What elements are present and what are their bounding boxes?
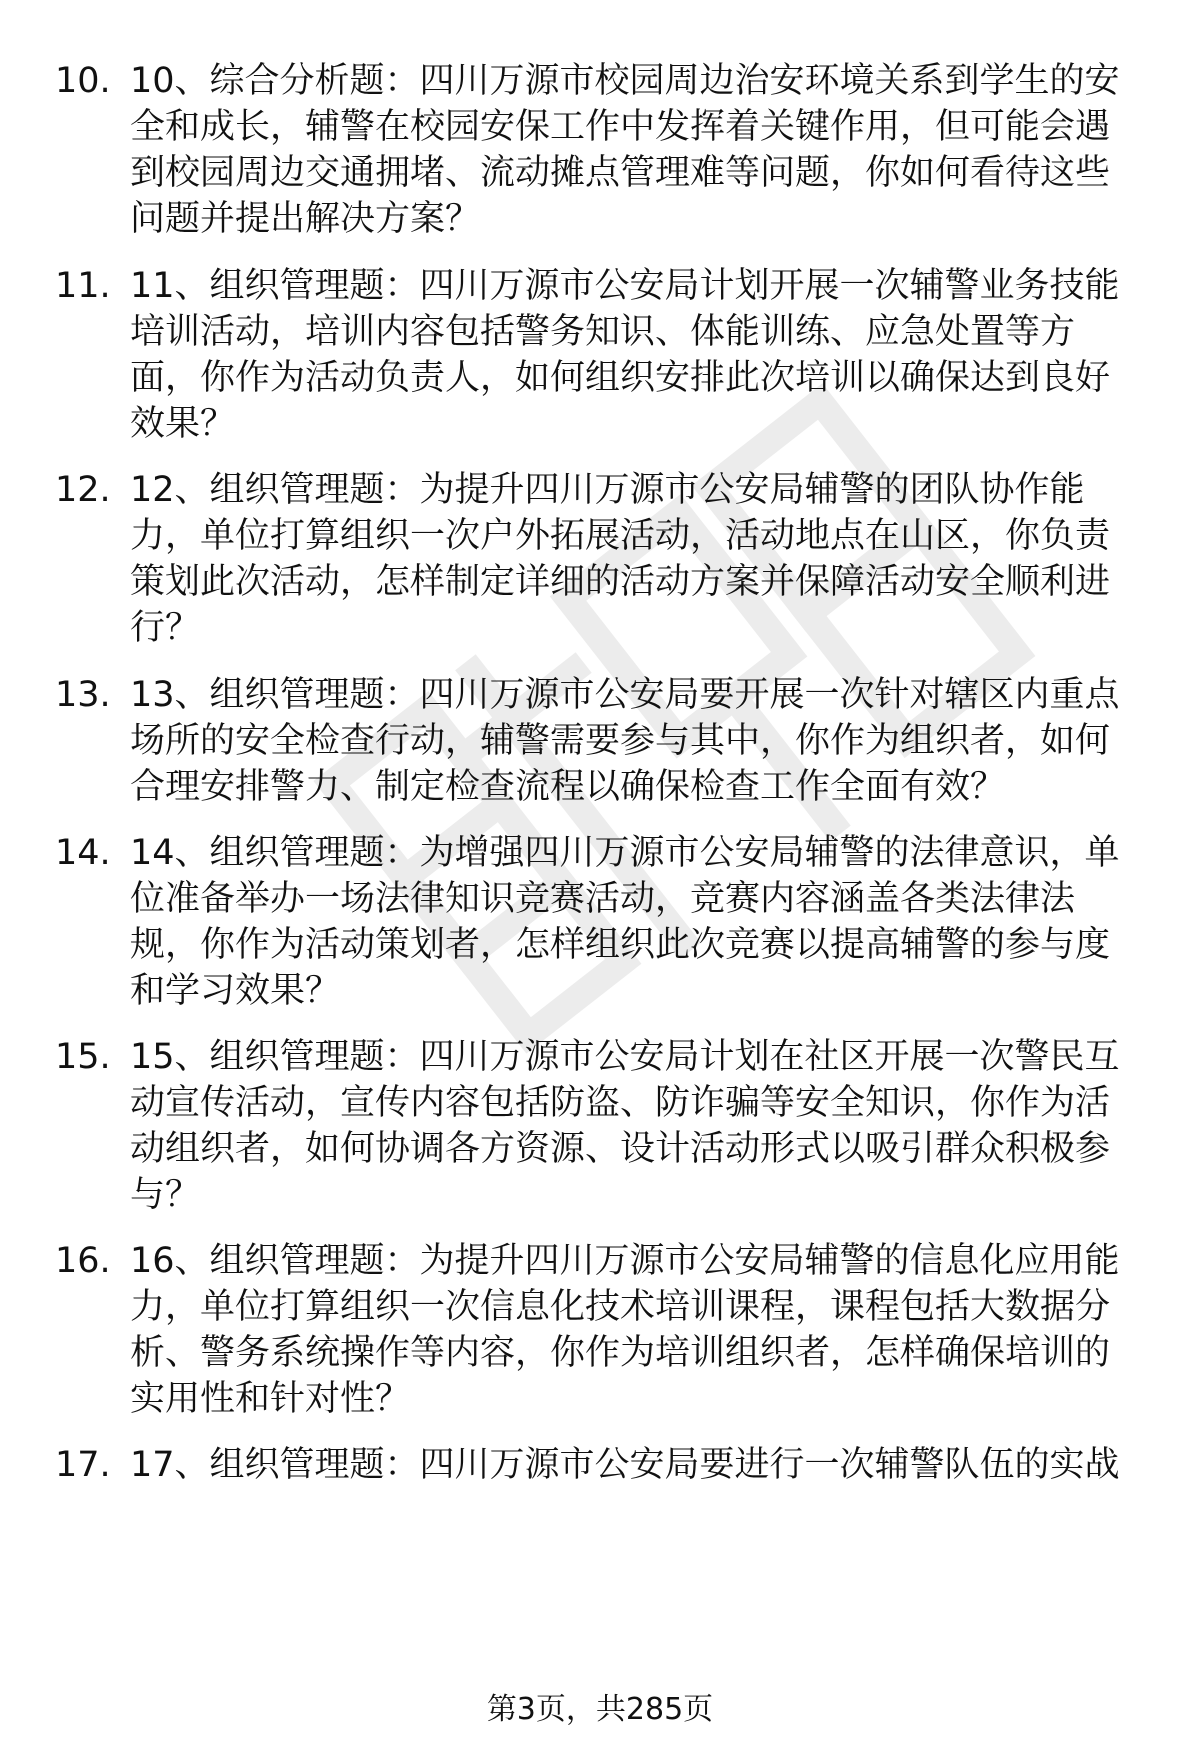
list-number: 12.: [55, 470, 111, 510]
question-text: [130, 1442, 1200, 1488]
text-line: 位准备举办一场法律知识竞赛活动，竞赛内容涵盖各类法律法: [130, 879, 1076, 919]
list-number: 15.: [55, 1037, 111, 1077]
text-line: 实用性和针对性？: [130, 1379, 411, 1419]
text-line: 全和成长，辅警在校园安保工作中发挥着关键作用，但可能会遇: [130, 107, 1111, 147]
text-line: 问题并提出解决方案？: [130, 199, 481, 239]
list-number: 10.: [55, 61, 111, 101]
list-number: 14.: [55, 833, 111, 873]
text-line: 动组织者，如何协调各方资源、设计活动形式以吸引群众积极参: [130, 1129, 1111, 1169]
question-text: [130, 263, 1200, 447]
text-line: 与？: [130, 1175, 201, 1215]
text-line: 力，单位打算组织一次信息化技术培训课程，课程包括大数据分: [130, 1287, 1111, 1327]
text-line: 培训活动，培训内容包括警务知识、体能训练、应急处置等方: [130, 312, 1076, 352]
text-line: 和学习效果？: [130, 971, 341, 1011]
question-text: [130, 1238, 1200, 1422]
text-line: 场所的安全检查行动，辅警需要参与其中，你作为组织者，如何: [130, 721, 1111, 761]
text-line: 12、组织管理题：为提升四川万源市公安局辅警的团队协作能: [130, 470, 1085, 510]
text-line: 规，你作为活动策划者，怎样组织此次竞赛以提高辅警的参与度: [130, 925, 1111, 965]
text-line: 17、组织管理题：四川万源市公安局要进行一次辅警队伍的实战: [130, 1445, 1120, 1485]
text-line: 策划此次活动，怎样制定详细的活动方案并保障活动安全顺利进: [130, 562, 1111, 602]
text-line: 11、组织管理题：四川万源市公安局计划开展一次辅警业务技能: [130, 266, 1120, 306]
text-line: 析、警务系统操作等内容，你作为培训组织者，怎样确保培训的: [130, 1333, 1111, 1373]
text-line: 合理安排警力、制定检查流程以确保检查工作全面有效？: [130, 767, 1006, 807]
question-text: [130, 672, 1200, 810]
text-line: 15、组织管理题：四川万源市公安局计划在社区开展一次警民互: [130, 1037, 1120, 1077]
page-footer: 第3页，共285页: [486, 1692, 714, 1727]
text-line: 14、组织管理题：为增强四川万源市公安局辅警的法律意识，单: [130, 833, 1120, 873]
question-text: [130, 1034, 1200, 1218]
text-line: 效果？: [130, 404, 236, 444]
question-text: [130, 467, 1200, 651]
text-line: 行？: [130, 608, 201, 648]
text-line: 力，单位打算组织一次户外拓展活动，活动地点在山区，你负责: [130, 516, 1111, 556]
list-number: 13.: [55, 675, 111, 715]
list-number: 16.: [55, 1241, 111, 1281]
text-line: 面，你作为活动负责人，如何组织安排此次培训以确保达到良好: [130, 358, 1111, 398]
list-number: 17.: [55, 1445, 111, 1485]
text-line: 16、组织管理题：为提升四川万源市公安局辅警的信息化应用能: [130, 1241, 1120, 1281]
text-line: 到校园周边交通拥堵、流动摊点管理难等问题，你如何看待这些: [130, 153, 1111, 193]
text-line: 动宣传活动，宣传内容包括防盗、防诈骗等安全知识，你作为活: [130, 1083, 1111, 1123]
list-number: 11.: [55, 266, 111, 306]
question-text: [130, 830, 1200, 1014]
question-text: [130, 58, 1200, 242]
text-line: 13、组织管理题：四川万源市公安局要开展一次针对辖区内重点: [130, 675, 1120, 715]
text-line: 10、综合分析题：四川万源市校园周边治安环境关系到学生的安: [130, 61, 1120, 101]
